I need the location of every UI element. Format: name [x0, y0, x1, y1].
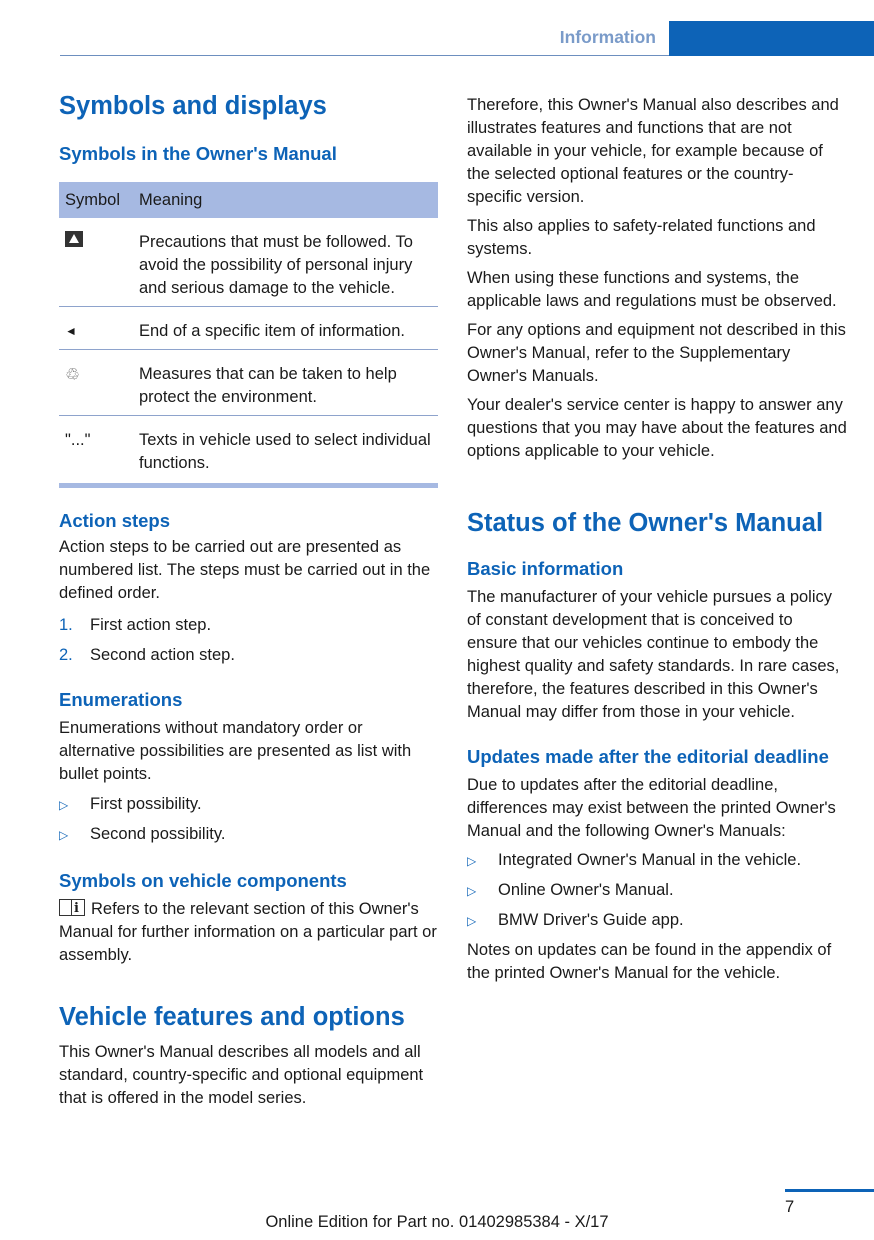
list-number: 2. — [59, 646, 73, 664]
book-info-icon — [59, 899, 85, 916]
enumerations-text: Enumerations without mandatory order or alternative possibilities are presented as list with bullet points. — [59, 719, 412, 783]
heading-symbols-displays: Symbols and displays — [59, 92, 327, 120]
table-cell-symbol: "..." — [65, 431, 91, 449]
list-item — [467, 909, 847, 933]
paragraph: Therefore, this Owner's Manual also describes and illustrates features and functions that are not available in your vehicle, for example because of the selected optional features or the country-specific version. — [467, 96, 839, 206]
table-cell-meaning: Texts in vehicle used to select individual functions. — [139, 431, 431, 472]
list-item — [59, 614, 438, 637]
symbols-table — [59, 182, 438, 483]
list-text: Integrated Owner's Manual in the vehicle. — [498, 851, 802, 869]
list-item — [467, 849, 847, 873]
bullet-icon: ▷ — [59, 828, 69, 842]
table-row — [59, 350, 438, 416]
list-number: 1. — [59, 616, 73, 634]
list-text: First action step. — [90, 616, 212, 634]
bullet-icon: ▷ — [59, 798, 69, 812]
col-meaning-header: Meaning — [139, 190, 203, 209]
list-text: Second action step. — [90, 646, 235, 664]
bullet-icon: ▷ — [467, 854, 477, 868]
header-rule — [60, 55, 670, 56]
list-text: BMW Driver's Guide app. — [498, 911, 684, 929]
list-text: Second possibility. — [90, 825, 226, 843]
paragraph: Your dealer's service center is happy to answer any questions that you may have about the features and options applicable to your vehicle. — [467, 396, 847, 460]
heading-status: Status of the Owner's Manual — [467, 509, 824, 537]
paragraph: For any options and equipment not described in this Owner's Manual, refer to the Supplementary Owner's Manuals. — [467, 321, 846, 385]
updates-text: Due to updates after the editorial deadline, differences may exist between the printed Owner's Manual and the following Owner's Manuals: — [467, 776, 836, 840]
warning-triangle-icon — [65, 231, 83, 247]
heading-vehicle-symbols: Symbols on vehicle components — [59, 870, 347, 891]
table-header-row — [59, 182, 438, 218]
heading-action-steps: Action steps — [59, 510, 171, 531]
list-item — [59, 644, 438, 667]
list-item — [59, 823, 438, 847]
header-color-bar — [669, 21, 874, 56]
paragraph: When using these functions and systems, the applicable laws and regulations must be observed. — [467, 269, 837, 310]
bullet-icon: ▷ — [467, 914, 477, 928]
page-number-rule — [785, 1189, 874, 1192]
page-number: 7 — [785, 1198, 795, 1216]
notes-text: Notes on updates can be found in the appendix of the printed Owner's Manual for the vehicle. — [467, 941, 832, 982]
heading-enumerations: Enumerations — [59, 689, 183, 710]
list-item — [467, 879, 847, 903]
end-marker-icon: ◄ — [59, 307, 133, 350]
list-text: Online Owner's Manual. — [498, 881, 674, 899]
features-text: This Owner's Manual describes all models and all standard, country-specific and optional equipment that is offered in the model series. — [59, 1043, 424, 1107]
table-cell-meaning: End of a specific item of information. — [133, 307, 438, 350]
list-item — [59, 793, 438, 817]
environment-icon: ♲ — [59, 350, 133, 416]
header-section-title: Information — [559, 27, 656, 47]
paragraph: This also applies to safety-related functions and systems. — [467, 217, 816, 258]
heading-vehicle-features: Vehicle features and options — [59, 1003, 405, 1031]
heading-basic-information: Basic information — [467, 558, 624, 579]
footer-edition: Online Edition for Part no. 01402985384 - X/17 — [265, 1213, 609, 1231]
table-row — [59, 416, 438, 484]
vehicle-symbols-text: iRefers to the relevant section of this Owner's Manual for further information on a particular part or assembly. — [59, 898, 438, 967]
table-cell-meaning: Precautions that must be followed. To avoid the possibility of personal injury and serious damage to the vehicle. — [133, 218, 438, 307]
list-text: First possibility. — [90, 795, 202, 813]
bullet-icon: ▷ — [467, 884, 477, 898]
right-column — [467, 94, 847, 985]
heading-symbols-manual: Symbols in the Owner's Manual — [59, 143, 337, 164]
basic-information-text: The manufacturer of your vehicle pursues a policy of constant development that is conceived to ensure that our vehicles continue to embody the highest quality and safety standards. In rare cases, therefore, the features described in this Owner's Manual may differ from those in your vehicle. — [467, 588, 840, 721]
table-row — [59, 218, 438, 307]
action-steps-text: Action steps to be carried out are presented as numbered list. The steps must be carried out in the defined order. — [59, 538, 431, 602]
table-row — [59, 307, 438, 350]
table-cell-meaning: Measures that can be taken to help protect the environment. — [133, 350, 438, 416]
col-symbol-header: Symbol — [65, 190, 121, 209]
heading-updates: Updates made after the editorial deadline — [467, 746, 829, 767]
left-column — [59, 92, 438, 1110]
